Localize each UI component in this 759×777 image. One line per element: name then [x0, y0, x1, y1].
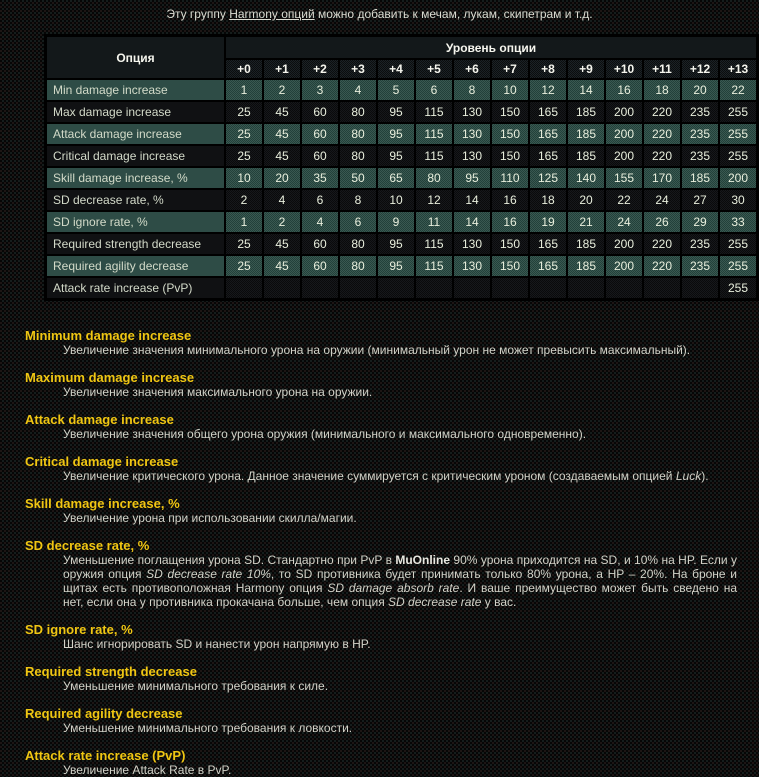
option-value: 115 — [415, 123, 453, 145]
description-title: Attack rate increase (PvP) — [25, 748, 186, 763]
option-value: 150 — [491, 123, 529, 145]
option-value: 115 — [415, 101, 453, 123]
option-value: 255 — [719, 101, 758, 123]
option-value: 220 — [643, 123, 681, 145]
option-value: 200 — [605, 101, 643, 123]
option-column-header: Опция — [46, 36, 226, 80]
level-header-cell: +13 — [719, 59, 758, 79]
table-row — [46, 123, 758, 145]
description-title: Maximum damage increase — [25, 370, 195, 385]
harmony-options-table — [44, 34, 759, 301]
table-row — [46, 79, 758, 101]
option-value: 24 — [643, 189, 681, 211]
description-text-segment: . И ваше преимущество может быть сведено на нет, если она у противника прокачана больше, чем опция — [63, 581, 738, 609]
option-label: SD ignore rate, % — [46, 211, 226, 233]
description-body — [63, 511, 737, 525]
option-value: 25 — [225, 255, 263, 277]
option-value — [681, 277, 719, 300]
option-value — [529, 277, 567, 300]
option-value — [225, 277, 263, 300]
option-value: 220 — [643, 101, 681, 123]
description-text-segment: Luck — [675, 469, 702, 483]
description-text-segment: 90% урона приходится на SD, и 10% на HP. Если у оружия опция — [63, 553, 737, 581]
option-value: 14 — [567, 79, 605, 101]
table-row — [46, 277, 758, 300]
option-label: Max damage increase — [46, 101, 226, 123]
description-block — [0, 497, 759, 525]
description-title: SD decrease rate, % — [25, 538, 150, 553]
option-value: 45 — [263, 145, 301, 167]
description-block — [0, 455, 759, 483]
level-header-cell: +8 — [529, 59, 567, 79]
option-value: 16 — [491, 189, 529, 211]
option-value: 165 — [529, 101, 567, 123]
option-value: 25 — [225, 145, 263, 167]
option-value: 8 — [339, 189, 377, 211]
option-value: 165 — [529, 233, 567, 255]
option-value: 165 — [529, 123, 567, 145]
intro-prefix: Эту группу — [166, 7, 230, 21]
option-value: 220 — [643, 255, 681, 277]
option-value: 115 — [415, 255, 453, 277]
option-value: 22 — [605, 189, 643, 211]
description-title: Minimum damage increase — [25, 328, 192, 343]
option-value: 80 — [415, 167, 453, 189]
option-value: 20 — [263, 167, 301, 189]
description-block — [0, 749, 759, 777]
option-value: 255 — [719, 123, 758, 145]
description-text-segment: у вас. — [481, 595, 517, 609]
option-value: 185 — [567, 233, 605, 255]
option-value: 95 — [453, 167, 491, 189]
option-value: 130 — [453, 233, 491, 255]
description-body — [63, 553, 737, 609]
option-label: Attack damage increase — [46, 123, 226, 145]
option-value: 30 — [719, 189, 758, 211]
option-value: 95 — [377, 255, 415, 277]
description-title: Critical damage increase — [25, 454, 179, 469]
descriptions — [0, 329, 759, 777]
option-value: 27 — [681, 189, 719, 211]
table-row — [46, 167, 758, 189]
option-value: 4 — [339, 79, 377, 101]
option-value: 185 — [567, 123, 605, 145]
description-block — [0, 413, 759, 441]
option-value: 60 — [301, 255, 339, 277]
level-header-cell: +0 — [225, 59, 263, 79]
option-value: 2 — [263, 79, 301, 101]
option-value: 95 — [377, 123, 415, 145]
description-text-segment: SD decrease rate 10% — [146, 567, 271, 581]
option-value: 140 — [567, 167, 605, 189]
option-value: 6 — [301, 189, 339, 211]
option-value: 165 — [529, 255, 567, 277]
description-body — [63, 427, 737, 441]
option-value: 185 — [567, 255, 605, 277]
level-header-cell: +12 — [681, 59, 719, 79]
option-value — [643, 277, 681, 300]
description-title: SD ignore rate, % — [25, 622, 133, 637]
level-header-cell: +2 — [301, 59, 339, 79]
option-value: 170 — [643, 167, 681, 189]
table-row — [46, 233, 758, 255]
option-value: 2 — [225, 189, 263, 211]
option-value: 255 — [719, 233, 758, 255]
description-title: Attack damage increase — [25, 412, 174, 427]
description-text-segment: Уменьшение минимального требования к силе. — [63, 679, 329, 693]
option-value: 80 — [339, 101, 377, 123]
description-body — [63, 679, 737, 693]
option-value: 21 — [567, 211, 605, 233]
description-body — [63, 637, 737, 651]
option-value — [263, 277, 301, 300]
option-label: Required agility decrease — [46, 255, 226, 277]
description-body — [63, 469, 737, 483]
option-value: 235 — [681, 233, 719, 255]
option-value: 200 — [605, 145, 643, 167]
description-block — [0, 707, 759, 735]
option-value: 130 — [453, 101, 491, 123]
option-value: 8 — [453, 79, 491, 101]
option-value: 95 — [377, 101, 415, 123]
option-value: 115 — [415, 145, 453, 167]
option-value: 110 — [491, 167, 529, 189]
option-value: 20 — [567, 189, 605, 211]
description-body — [63, 721, 737, 735]
option-value: 200 — [719, 167, 758, 189]
option-value: 200 — [605, 255, 643, 277]
option-value: 19 — [529, 211, 567, 233]
description-text-segment: Шанс игнорировать SD и нанести урон напрямую в HP. — [63, 637, 371, 651]
option-value: 150 — [491, 101, 529, 123]
option-value: 235 — [681, 123, 719, 145]
options-table-body — [46, 79, 758, 300]
option-value: 235 — [681, 255, 719, 277]
option-value — [491, 277, 529, 300]
option-value: 150 — [491, 145, 529, 167]
description-text-segment: Увеличение урона при использовании скилла/магии. — [63, 511, 357, 525]
description-block — [0, 329, 759, 357]
option-label: Skill damage increase, % — [46, 167, 226, 189]
description-text-segment: MuOnline — [395, 553, 451, 567]
level-header-cell: +10 — [605, 59, 643, 79]
description-block — [0, 623, 759, 651]
option-value — [453, 277, 491, 300]
option-value: 29 — [681, 211, 719, 233]
option-value: 22 — [719, 79, 758, 101]
option-value: 60 — [301, 233, 339, 255]
group-header-row — [46, 36, 758, 60]
option-value: 60 — [301, 123, 339, 145]
option-label: Attack rate increase (PvP) — [46, 277, 226, 300]
option-value: 35 — [301, 167, 339, 189]
option-value: 80 — [339, 233, 377, 255]
option-value: 12 — [529, 79, 567, 101]
option-value: 5 — [377, 79, 415, 101]
table-row — [46, 255, 758, 277]
option-label: Required strength decrease — [46, 233, 226, 255]
option-value: 150 — [491, 233, 529, 255]
option-value: 255 — [719, 255, 758, 277]
option-value: 10 — [377, 189, 415, 211]
option-value: 14 — [453, 211, 491, 233]
table-row — [46, 101, 758, 123]
option-value — [339, 277, 377, 300]
option-value: 235 — [681, 145, 719, 167]
option-value: 6 — [339, 211, 377, 233]
option-value: 130 — [453, 145, 491, 167]
option-value: 9 — [377, 211, 415, 233]
option-label: SD decrease rate, % — [46, 189, 226, 211]
option-value: 165 — [529, 145, 567, 167]
level-header-cell: +11 — [643, 59, 681, 79]
description-title: Required strength decrease — [25, 664, 197, 679]
option-value: 1 — [225, 79, 263, 101]
option-value — [301, 277, 339, 300]
option-value: 12 — [415, 189, 453, 211]
table-row — [46, 145, 758, 167]
level-header-cell: +5 — [415, 59, 453, 79]
option-value — [415, 277, 453, 300]
option-value: 2 — [263, 211, 301, 233]
option-value: 11 — [415, 211, 453, 233]
description-text-segment: Увеличение критического урона. Данное значение суммируется с критическим уроном (создаваемым опцией — [63, 469, 676, 483]
level-header-cell: +3 — [339, 59, 377, 79]
option-value: 3 — [301, 79, 339, 101]
option-value: 45 — [263, 123, 301, 145]
intro-suffix: можно добавить к мечам, лукам, скипетрам и т.д. — [314, 7, 593, 21]
option-value: 4 — [301, 211, 339, 233]
option-value: 50 — [339, 167, 377, 189]
option-value: 235 — [681, 101, 719, 123]
level-header-cell: +7 — [491, 59, 529, 79]
description-text-segment: SD damage absorb rate — [327, 581, 460, 595]
description-text-segment: Увеличение значения максимального урона на оружии. — [63, 385, 373, 399]
option-value: 25 — [225, 101, 263, 123]
description-body — [63, 385, 737, 399]
description-text-segment: Увеличение Attack Rate в PvP. — [63, 763, 232, 777]
option-value: 45 — [263, 233, 301, 255]
option-value: 45 — [263, 255, 301, 277]
option-value: 185 — [681, 167, 719, 189]
option-value: 65 — [377, 167, 415, 189]
description-block — [0, 665, 759, 693]
option-value: 26 — [643, 211, 681, 233]
description-text-segment: Уменьшение поглащения урона SD. Стандартно при PvP в — [63, 553, 396, 567]
description-text-segment: ). — [701, 469, 709, 483]
option-value — [605, 277, 643, 300]
option-value: 16 — [605, 79, 643, 101]
level-header-cell: +9 — [567, 59, 605, 79]
level-header-cell: +1 — [263, 59, 301, 79]
option-value: 20 — [681, 79, 719, 101]
option-value: 220 — [643, 233, 681, 255]
description-body — [63, 343, 737, 357]
option-value: 95 — [377, 145, 415, 167]
description-block — [0, 371, 759, 399]
option-value: 185 — [567, 101, 605, 123]
table-row — [46, 189, 758, 211]
option-label: Min damage increase — [46, 79, 226, 101]
option-value: 33 — [719, 211, 758, 233]
level-header-cell: +4 — [377, 59, 415, 79]
option-value: 14 — [453, 189, 491, 211]
option-value: 200 — [605, 233, 643, 255]
option-value: 25 — [225, 123, 263, 145]
description-body — [63, 763, 737, 777]
option-value: 18 — [643, 79, 681, 101]
option-value: 220 — [643, 145, 681, 167]
level-group-header: Уровень опции — [225, 36, 758, 60]
description-text-segment: Уменьшение минимального требования к ловкости. — [63, 721, 353, 735]
option-value: 125 — [529, 167, 567, 189]
options-table-head — [46, 36, 758, 80]
option-value: 16 — [491, 211, 529, 233]
option-label: Critical damage increase — [46, 145, 226, 167]
option-value: 24 — [605, 211, 643, 233]
option-value: 60 — [301, 101, 339, 123]
description-text-segment: Увеличение значения минимального урона на оружии (минимальный урон не может превысить максимальный). — [63, 343, 691, 357]
option-value: 200 — [605, 123, 643, 145]
description-text-segment: SD decrease rate — [388, 595, 482, 609]
option-value: 80 — [339, 145, 377, 167]
option-value: 185 — [567, 145, 605, 167]
option-value: 10 — [225, 167, 263, 189]
option-value: 4 — [263, 189, 301, 211]
option-value: 18 — [529, 189, 567, 211]
option-value: 150 — [491, 255, 529, 277]
option-value: 25 — [225, 233, 263, 255]
option-value: 130 — [453, 123, 491, 145]
description-title: Skill damage increase, % — [25, 496, 180, 511]
harmony-options-link[interactable]: Harmony опций — [229, 7, 315, 21]
option-value: 80 — [339, 255, 377, 277]
table-row — [46, 211, 758, 233]
description-text-segment: , то SD противника будет принимать только 80% урона, а HP – 20%. На броне и щитах есть противоположная Harmony опция — [63, 567, 737, 595]
option-value: 155 — [605, 167, 643, 189]
option-value: 45 — [263, 101, 301, 123]
option-value: 6 — [415, 79, 453, 101]
option-value: 80 — [339, 123, 377, 145]
option-value: 115 — [415, 233, 453, 255]
option-value: 255 — [719, 277, 758, 300]
option-value: 1 — [225, 211, 263, 233]
option-value: 10 — [491, 79, 529, 101]
option-value: 255 — [719, 145, 758, 167]
description-title: Required agility decrease — [25, 706, 183, 721]
description-block — [0, 539, 759, 609]
description-text-segment: Увеличение значения общего урона оружия (минимального и максимального одновременно). — [63, 427, 587, 441]
option-value: 130 — [453, 255, 491, 277]
level-header-cell: +6 — [453, 59, 491, 79]
option-value: 95 — [377, 233, 415, 255]
option-value — [567, 277, 605, 300]
option-value: 60 — [301, 145, 339, 167]
intro-paragraph — [0, 0, 759, 22]
option-value — [377, 277, 415, 300]
